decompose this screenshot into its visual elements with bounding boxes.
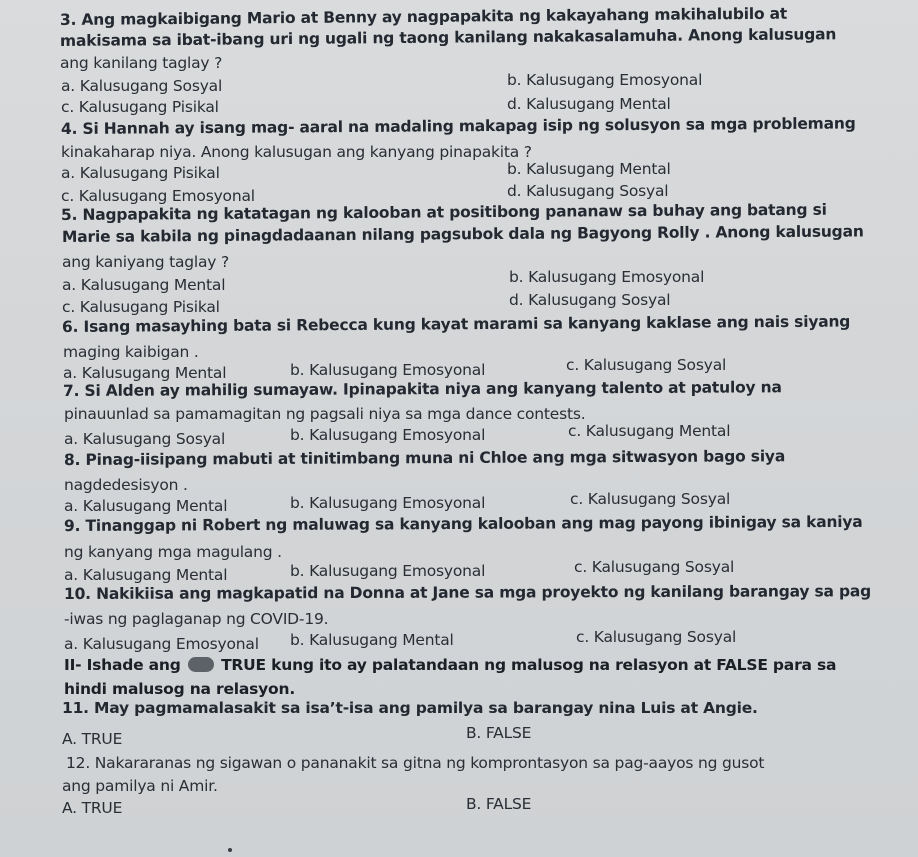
question-4-option-b: b. Kalusugang Mental (507, 160, 671, 178)
question-8-option-c: c. Kalusugang Sosyal (570, 490, 731, 508)
question-5-line-2: Marie sa kabila ng pinagdadaanan nilang pagsubok dala ng Bagyong Rolly . Anong kalusugan (61, 222, 864, 246)
question-5-option-b: b. Kalusugang Emosyonal (509, 268, 705, 286)
question-5-option-c: c. Kalusugang Pisikal (62, 298, 220, 316)
question-8-option-a: a. Kalusugang Mental (64, 497, 228, 515)
question-8-line-2: nagdedesisyon . (64, 476, 188, 494)
question-12-option-b: B. FALSE (466, 795, 532, 813)
question-12-option-a: A. TRUE (62, 799, 123, 817)
question-11-line-1: 11. May pagmamalasakit sa isa’t-isa ang pamilya sa barangay nina Luis at Angie. (62, 699, 758, 717)
question-7-option-a: a. Kalusugang Sosyal (64, 430, 226, 448)
question-12-line-1: 12. Nakararanas ng sigawan o pananakit sa gitna ng komprontasyon sa pag-aayos ng gusot (66, 754, 765, 772)
question-3-option-d: d. Kalusugang Mental (507, 95, 671, 113)
question-3-option-b: b. Kalusugang Emosyonal (507, 71, 703, 89)
question-7-line-1: 7. Si Alden ay mahilig sumayaw. Ipinapakita niya ang kanyang talento at patuloy na (62, 378, 782, 400)
question-10-line-2: -iwas ng paglaganap ng COVID-19. (64, 610, 329, 628)
paper-speck (228, 848, 232, 852)
question-8-line-1: 8. Pinag-iisipang mabuti at tinitimbang muna ni Chloe ang mga sitwasyon bago siya (63, 447, 786, 469)
question-12-line-2: ang pamilya ni Amir. (62, 777, 218, 795)
question-7-option-b: b. Kalusugang Emosyonal (290, 426, 486, 444)
question-5-option-d: d. Kalusugang Sosyal (509, 291, 671, 309)
question-5-line-1: 5. Nagpapakita ng katatagan ng kalooban at positibong pananaw sa buhay ang batang si (60, 200, 827, 224)
question-6-option-b: b. Kalusugang Emosyonal (290, 361, 486, 379)
question-6-line-1: 6. Isang masayhing bata si Rebecca kung kayat marami sa kanyang kaklase ang nais siyang (61, 312, 851, 336)
question-3-line-3: ang kanilang taglay ? (60, 54, 223, 72)
question-11-option-a: A. TRUE (62, 730, 123, 748)
question-7-option-c: c. Kalusugang Mental (568, 422, 731, 440)
question-7-line-2: pinauunlad sa pamamagitan ng pagsali niya sa mga dance contests. (64, 405, 586, 423)
question-11-option-b: B. FALSE (466, 724, 532, 742)
shade-circle-icon (188, 657, 214, 672)
question-3-line-1: 3. Ang magkaibigang Mario at Benny ay nagpapakita ng kakayahang makihalubilo at (59, 4, 788, 29)
question-3-option-a: a. Kalusugang Sosyal (61, 77, 223, 95)
question-8-option-b: b. Kalusugang Emosyonal (290, 494, 486, 512)
part-2-instruction-suffix: TRUE kung ito ay palatandaan ng malusog na relasyon at FALSE para sa (221, 656, 837, 674)
question-10-line-1: 10. Nakikiisa ang magkapatid na Donna at Jane sa mga proyekto ng kanilang barangay sa pag (63, 582, 872, 603)
question-4-option-a: a. Kalusugang Pisikal (61, 164, 220, 182)
question-6-line-2: maging kaibigan . (63, 343, 199, 361)
question-3-option-c: c. Kalusugang Pisikal (61, 98, 219, 116)
part-2-instruction-prefix: II- Ishade ang (64, 656, 181, 674)
question-5-option-a: a. Kalusugang Mental (62, 276, 226, 294)
question-9-option-a: a. Kalusugang Mental (64, 566, 228, 584)
question-5-line-3: ang kaniyang taglay ? (62, 253, 230, 271)
question-4-line-1: 4. Si Hannah ay isang mag- aaral na madaling makapag isip ng solusyon sa mga problemang (60, 114, 856, 138)
question-3-line-2: makisama sa ibat-ibang uri ng ugali ng taong kanilang nakakasalamuha. Anong kalusugan (59, 25, 837, 50)
question-10-option-c: c. Kalusugang Sosyal (576, 628, 737, 646)
question-9-line-1: 9. Tinanggap ni Robert ng maluwag sa kanyang kalooban ang mag payong ibinigay sa kaniya (63, 512, 863, 535)
question-9-line-2: ng kanyang mga magulang . (64, 543, 282, 561)
question-4-option-d: d. Kalusugang Sosyal (507, 182, 669, 200)
question-9-option-b: b. Kalusugang Emosyonal (290, 562, 486, 580)
question-6-option-c: c. Kalusugang Sosyal (566, 356, 727, 374)
question-10-option-a: a. Kalusugang Emosyonal (64, 635, 259, 653)
part-2-instruction-line-1 (64, 656, 836, 674)
question-6-option-a: a. Kalusugang Mental (63, 364, 227, 382)
question-10-option-b: b. Kalusugang Mental (290, 631, 454, 649)
question-4-line-2: kinakaharap niya. Anong kalusugan ang kanyang pinapakita ? (61, 143, 532, 161)
question-9-option-c: c. Kalusugang Sosyal (574, 558, 735, 576)
part-2-instruction-line-2: hindi malusog na relasyon. (64, 680, 296, 698)
question-4-option-c: c. Kalusugang Emosyonal (61, 187, 255, 205)
